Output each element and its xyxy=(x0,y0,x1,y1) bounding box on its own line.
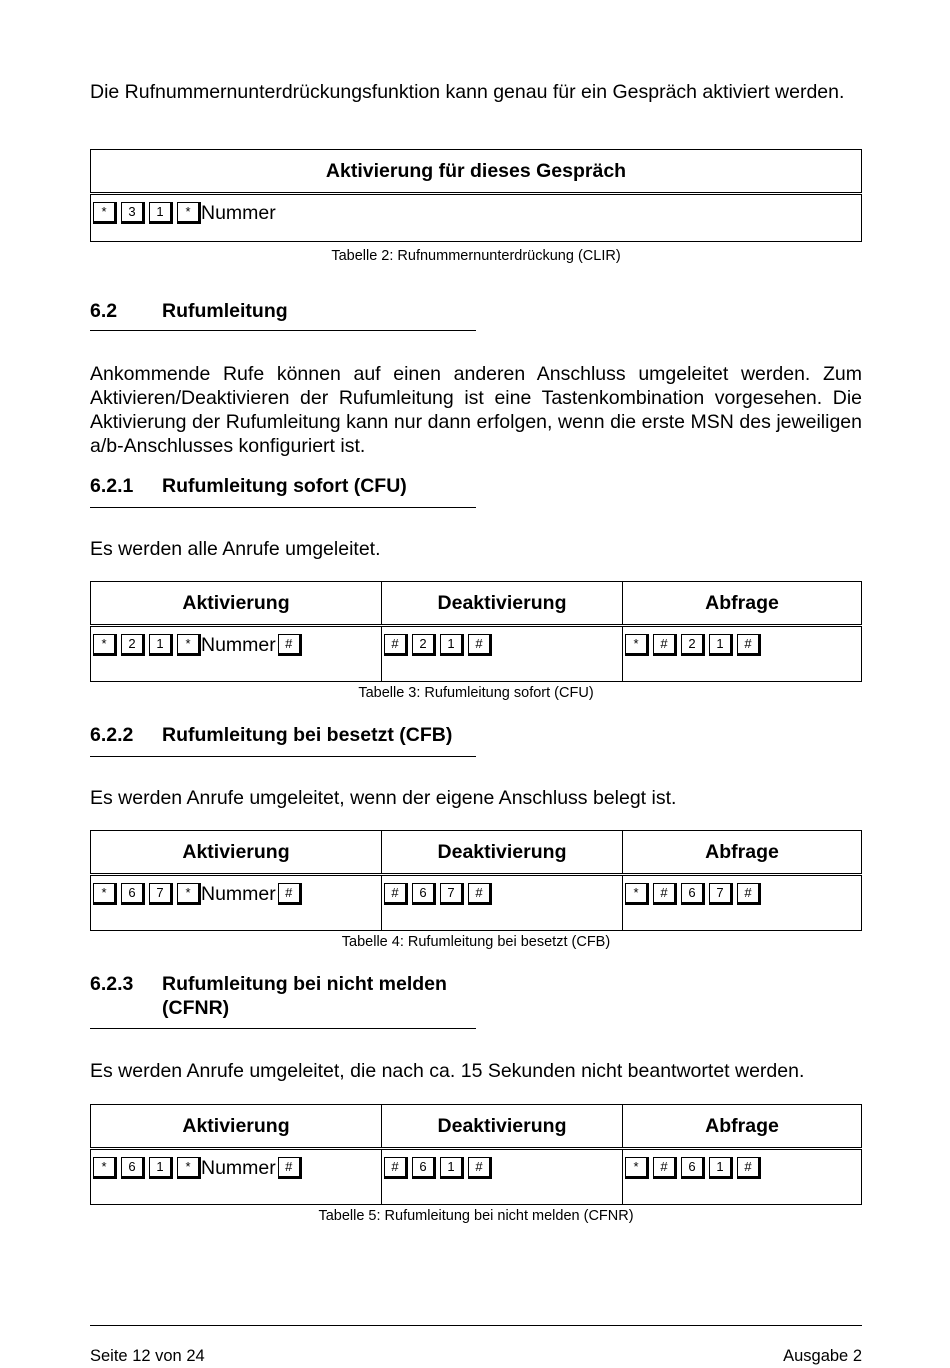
cfb-query-cell xyxy=(623,875,862,931)
section-6-2-2-body: Es werden Anrufe umgeleitet, wenn der eigene Anschluss belegt ist. xyxy=(90,787,677,809)
section-6-2-3-heading xyxy=(90,972,476,1029)
key-cap: 1 xyxy=(149,634,173,656)
cfu-deactivation-keys xyxy=(384,634,496,656)
section-6-2-body: Ankommende Rufe können auf einen anderen Anschluss umgeleitet werden. Zum Aktivieren/Deaktivieren der Rufumleitung ist eine Tastenkombination vorgesehen. Die Aktivierung der Rufumleitung kann nur dann erfolgen, wenn die erste MSN des jeweiligen a/b-Anschlusses konfiguriert ist. xyxy=(90,363,862,457)
key-cap: * xyxy=(93,202,117,224)
cfu-activation-cell xyxy=(91,626,382,682)
key-cap: 6 xyxy=(121,1157,145,1179)
key-cap: # xyxy=(653,634,677,656)
key-cap: * xyxy=(93,883,117,905)
number-placeholder: Nummer xyxy=(201,202,276,224)
section-6-2-heading xyxy=(90,299,476,331)
key-cap: 6 xyxy=(412,883,436,905)
cfnr-query-cell xyxy=(623,1149,862,1205)
table3-caption: Tabelle 3: Rufumleitung sofort (CFU) xyxy=(358,685,594,701)
key-cap: * xyxy=(93,1157,117,1179)
cfb-activation-cell xyxy=(91,875,382,931)
cfb-deactivation-keys xyxy=(384,883,496,905)
cfnr-activation-cell xyxy=(91,1149,382,1205)
key-cap: * xyxy=(625,883,649,905)
key-cap: # xyxy=(278,883,302,905)
clir-cell xyxy=(91,194,862,242)
number-placeholder: Nummer xyxy=(201,883,276,905)
clir-table xyxy=(90,149,862,242)
cfb-table xyxy=(90,830,862,931)
cfu-query-cell xyxy=(623,626,862,682)
col-deactivation: Deaktivierung xyxy=(382,831,623,875)
key-cap: * xyxy=(177,634,201,656)
key-cap: # xyxy=(278,1157,302,1179)
cfb-query-keys xyxy=(625,883,765,905)
section-6-2-1-heading xyxy=(90,474,476,508)
clir-key-sequence xyxy=(93,202,276,224)
col-activation: Aktivierung xyxy=(91,1105,382,1149)
section-title: Rufumleitung bei besetzt (CFB) xyxy=(162,724,453,746)
col-query: Abfrage xyxy=(623,1105,862,1149)
key-cap: # xyxy=(384,634,408,656)
key-cap: 1 xyxy=(149,202,173,224)
col-deactivation: Deaktivierung xyxy=(382,582,623,626)
col-query: Abfrage xyxy=(623,831,862,875)
number-placeholder: Nummer xyxy=(201,1157,276,1179)
cfu-query-keys xyxy=(625,634,765,656)
key-cap: 6 xyxy=(681,1157,705,1179)
section-number: 6.2.2 xyxy=(90,724,134,746)
key-cap: # xyxy=(737,883,761,905)
cfu-activation-keys xyxy=(93,634,302,656)
cfu-deactivation-cell xyxy=(382,626,623,682)
key-cap: * xyxy=(177,202,201,224)
cfnr-table xyxy=(90,1104,862,1205)
col-deactivation: Deaktivierung xyxy=(382,1105,623,1149)
key-cap: # xyxy=(468,883,492,905)
key-cap: # xyxy=(468,634,492,656)
key-cap: * xyxy=(93,634,117,656)
key-cap: 2 xyxy=(412,634,436,656)
key-cap: # xyxy=(737,634,761,656)
key-cap: * xyxy=(177,1157,201,1179)
key-cap: 7 xyxy=(149,883,173,905)
key-cap: 2 xyxy=(681,634,705,656)
key-cap: * xyxy=(625,634,649,656)
key-cap: 1 xyxy=(709,634,733,656)
key-cap: # xyxy=(384,1157,408,1179)
table2-caption: Tabelle 2: Rufnummernunterdrückung (CLIR) xyxy=(331,248,621,264)
section-6-2-3-body: Es werden Anrufe umgeleitet, die nach ca. 15 Sekunden nicht beantwortet werden. xyxy=(90,1060,805,1082)
cfu-table xyxy=(90,581,862,682)
table4-caption: Tabelle 4: Rufumleitung bei besetzt (CFB) xyxy=(341,934,611,950)
number-placeholder: Nummer xyxy=(201,634,276,656)
key-cap: 6 xyxy=(412,1157,436,1179)
cfnr-deactivation-keys xyxy=(384,1157,496,1179)
key-cap: # xyxy=(653,883,677,905)
key-cap: # xyxy=(653,1157,677,1179)
section-title: Rufumleitung xyxy=(162,300,288,322)
key-cap: 1 xyxy=(149,1157,173,1179)
key-cap: 1 xyxy=(440,1157,464,1179)
key-cap: # xyxy=(384,883,408,905)
cfnr-deactivation-cell xyxy=(382,1149,623,1205)
section-title: Rufumleitung bei nicht melden (CFNR) xyxy=(162,973,447,1019)
edition-label: Ausgabe 2 xyxy=(783,1347,862,1365)
section-6-2-1-body: Es werden alle Anrufe umgeleitet. xyxy=(90,538,381,560)
footer-divider xyxy=(90,1325,862,1326)
key-cap: 6 xyxy=(121,883,145,905)
section-number: 6.2.3 xyxy=(90,973,134,995)
key-cap: 7 xyxy=(709,883,733,905)
key-cap: 1 xyxy=(440,634,464,656)
key-cap: 1 xyxy=(709,1157,733,1179)
cfnr-query-keys xyxy=(625,1157,765,1179)
page-number: Seite 12 von 24 xyxy=(90,1347,205,1365)
col-activation: Aktivierung xyxy=(91,582,382,626)
key-cap: # xyxy=(468,1157,492,1179)
clir-header: Aktivierung für dieses Gespräch xyxy=(91,150,862,194)
col-activation: Aktivierung xyxy=(91,831,382,875)
cfb-activation-keys xyxy=(93,883,302,905)
section-title: Rufumleitung sofort (CFU) xyxy=(162,475,407,497)
cfb-deactivation-cell xyxy=(382,875,623,931)
table5-caption: Tabelle 5: Rufumleitung bei nicht melden (CFNR) xyxy=(318,1208,634,1224)
key-cap: * xyxy=(177,883,201,905)
key-cap: 2 xyxy=(121,634,145,656)
section-number: 6.2 xyxy=(90,300,118,322)
key-cap: # xyxy=(737,1157,761,1179)
cfnr-activation-keys xyxy=(93,1157,302,1179)
section-number: 6.2.1 xyxy=(90,475,134,497)
key-cap: 3 xyxy=(121,202,145,224)
intro-paragraph: Die Rufnummernunterdrückungsfunktion kann genau für ein Gespräch aktiviert werden. xyxy=(90,81,845,103)
key-cap: * xyxy=(625,1157,649,1179)
key-cap: # xyxy=(278,634,302,656)
section-6-2-2-heading xyxy=(90,723,476,757)
key-cap: 6 xyxy=(681,883,705,905)
key-cap: 7 xyxy=(440,883,464,905)
col-query: Abfrage xyxy=(623,582,862,626)
